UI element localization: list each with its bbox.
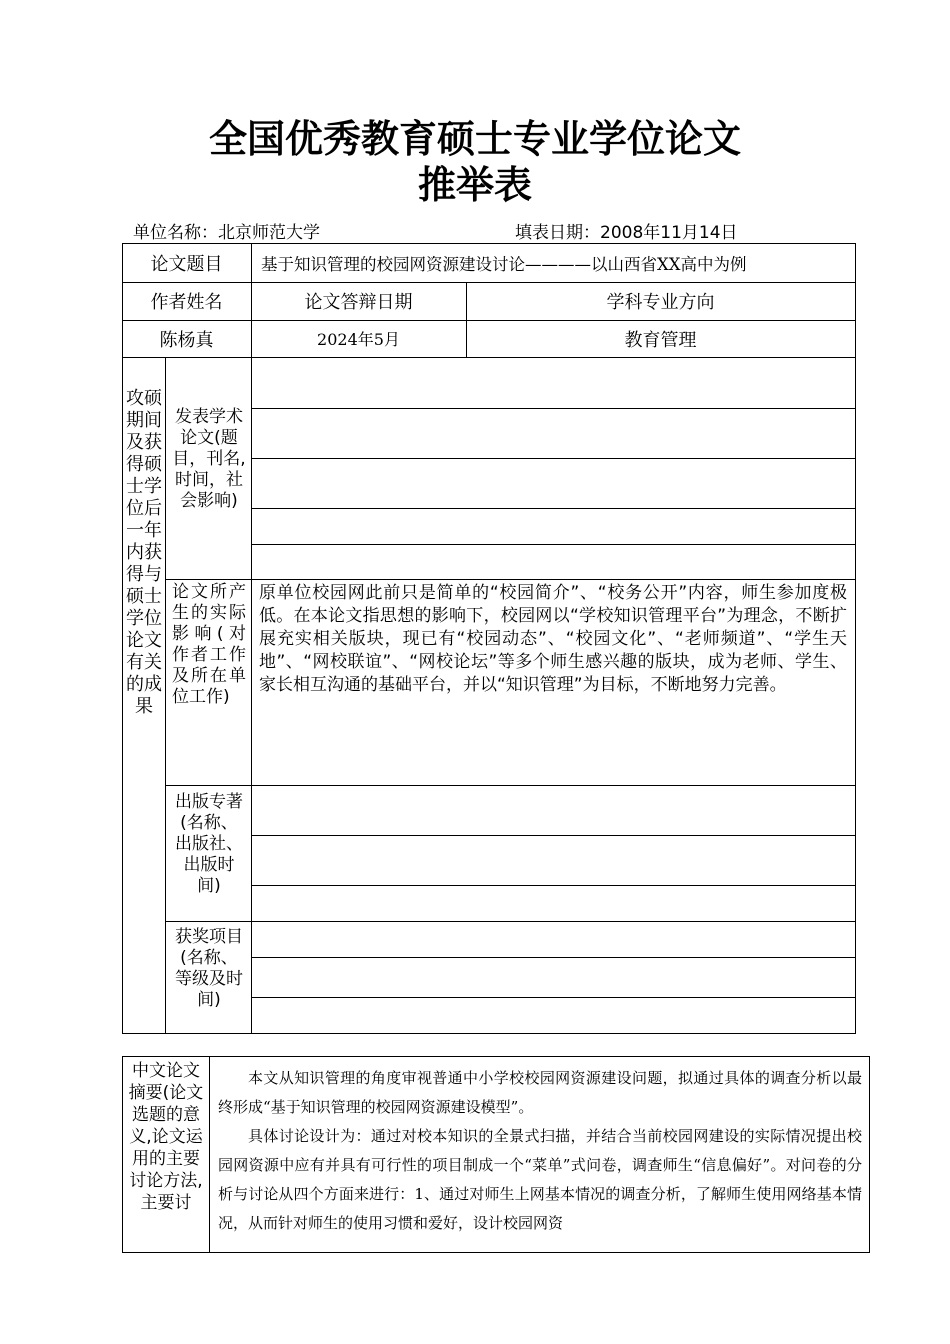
books-label: 出版专著(名称、出版社、出版时间): [175, 792, 243, 896]
page-subtitle: 推举表: [417, 162, 532, 207]
abstract-paragraph-1: 本文从知识管理的角度审视普通中小学校校园网资源建设问题，拟通过具体的调查分析以最终形成“基于知识管理的校园网资源建设模型”。: [218, 1069, 862, 1116]
author-value: 陈杨真: [159, 329, 214, 351]
author-label: 作者姓名: [150, 292, 223, 313]
abstract-paragraph-2: 具体讨论设计为：通过对校本知识的全景式扫描，并结合当前校园网建设的实际情况提出校园网资源中应有并具有可行性的项目制成一个“菜单”式问卷，调查师生“信息偏好”。对问卷的分析与讨论从四个方面来进行：1、通过对师生上网基本情况的调查分析，了解师生使用网络基本情况，从而针对师生的使用习惯和爱好，设计校园网资: [218, 1127, 862, 1232]
awards-label: 获奖项目(名称、等级及时间): [175, 927, 243, 1010]
achievements-label: 攻硕期间及获得硕士学位后一年内获得与硕士学位论文有关的成果: [126, 388, 162, 717]
papers-label: 发表学术论文(题目，刊名,时间，社会影响): [172, 407, 246, 511]
impact-text: 原单位校园网此前只是简单的“校园简介”、“校务公开”内容，师生参加度极低。在本论文指思想的影响下，校园网以“学校知识管理平台”为理念，不断扩展充实相关版块，现已有“校园动态”、“校园文化”、“老师频道”、“学生天地”、“网校联谊”、“网校论坛”等多个师生感兴趣的版块，成为老师、学生、家长相互沟通的基础平台，并以“知识管理”为目标，不断地努力完善。: [259, 583, 847, 695]
topic-label: 论文题目: [150, 253, 223, 275]
topic-value: 基于知识管理的校园网资源建设讨论————以山西省XX高中为例: [261, 254, 747, 274]
page-title: 全国优秀教育硕士专业学位论文: [208, 116, 741, 161]
abstract-label: 中文论文摘要(论文选题的意义,论文运用的主要讨论方法,主要讨: [128, 1061, 204, 1213]
defense-date-value: 2024年5月: [317, 330, 400, 349]
major-label: 学科专业方向: [606, 292, 715, 313]
impact-label: 论文所产生的实际影响(对作者工作及所在单位工作): [172, 582, 246, 707]
abstract-text: [218, 1064, 862, 1250]
unit-name: 单位名称：北京师范大学: [133, 223, 320, 243]
major-value: 教育管理: [624, 329, 697, 351]
defense-date-label: 论文答辩日期: [304, 292, 413, 313]
fill-date: 填表日期：2008年11月14日: [515, 223, 738, 243]
